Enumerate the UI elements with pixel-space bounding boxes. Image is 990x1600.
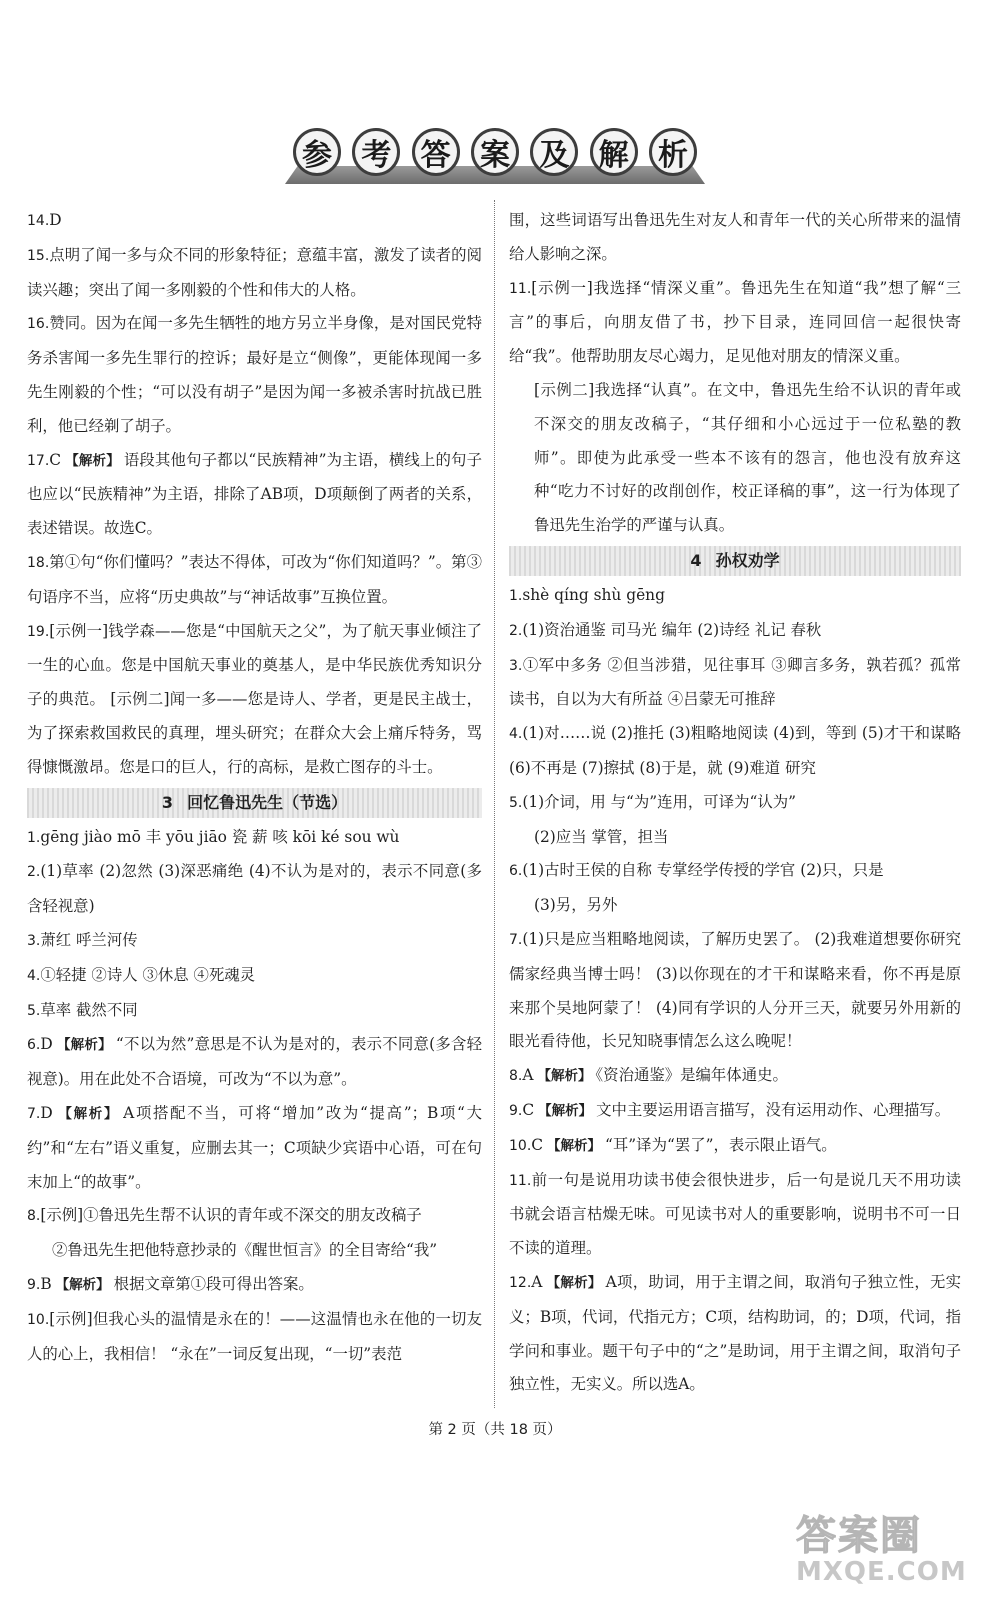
answer-item <box>27 1028 482 1097</box>
item-number: 18. <box>27 554 50 571</box>
item-text: (1)对……说 (2)推托 (3)粗略地阅读 (4)到，等到 (5)才干和谋略 (6)不再是 (7)擦拭 (8)于是，就 (9)难道 研究 <box>509 724 961 777</box>
item-number: 9. <box>509 1102 523 1119</box>
item-text: A <box>531 1272 543 1291</box>
banner-char: 析 <box>649 128 697 176</box>
answer-item <box>509 854 961 889</box>
banner-char: 及 <box>530 128 578 176</box>
analysis-text: 文中主要运用语言描写，没有运用动作、心理描写。 <box>596 1100 951 1119</box>
analysis-text: A项，助词，用于主谓之间，取消句子独立性，无实义；B项，代词，代指元方；C项，结构助词，的；D项，代词，指学问和事业。题干句子中的“之”是助词，用于主谓之间，取消句子独立性，无实义。所以选A。 <box>509 1272 961 1394</box>
analysis-tag: 【解析】 <box>546 1274 602 1291</box>
answer-item <box>509 1164 961 1266</box>
item-text: [示例二]我选择“认真”。在文中，鲁迅先生给不认识的青年或不深交的朋友改稿子，“其仔细和小心远过于一位私塾的教师”。即使为此承受一些本不该有的怨言，他也没有放弃这种“吃力不讨好的改削创作，校正译稿的事”，这一行为体现了鲁迅先生治学的严谨与认真。 <box>534 380 961 535</box>
item-text: C <box>531 1135 544 1154</box>
item-text: C <box>49 450 62 469</box>
analysis-text: “耳”译为“罢了”，表示限止语气。 <box>605 1135 837 1154</box>
item-text: B <box>40 1274 52 1293</box>
answer-item <box>509 821 961 855</box>
answer-banner <box>285 128 705 192</box>
item-text: D <box>49 211 62 229</box>
section-heading <box>27 788 482 818</box>
answer-item <box>509 1129 961 1164</box>
analysis-tag: 【解析】 <box>56 1105 120 1122</box>
item-text: [示例]①鲁迅先生帮不认识的青年或不深交的朋友改稿子 <box>40 1206 422 1225</box>
answer-item <box>27 1303 482 1372</box>
analysis-text: “不以为然”意思是不认为是对的，表示不同意(多含轻视意)。用在此处不合语境，可改为“不以为意”。 <box>27 1035 482 1089</box>
item-number: 4. <box>27 967 41 984</box>
section-title: 回忆鲁迅先生（节选） <box>187 792 348 812</box>
analysis-tag: 【解析】 <box>55 1276 110 1293</box>
item-number: 6. <box>27 1037 41 1054</box>
item-text: 萧红 呼兰河传 <box>40 930 138 949</box>
answer-item <box>27 821 482 856</box>
answer-item <box>509 1266 961 1402</box>
answer-item <box>27 959 482 994</box>
item-number: 1. <box>27 829 41 846</box>
analysis-tag: 【解析】 <box>537 1068 592 1085</box>
item-text: ①军中多务 ②但当涉猎，见往事耳 ③卿言多务，孰若孤？孤常读书，自以为大有所益 ④吕蒙无可推辞 <box>509 655 961 709</box>
answer-item <box>27 546 482 615</box>
item-text: [示例一]我选择“情深义重”。鲁迅先生在知道“我”想了解“三言”的事后，向朋友借了书，抄下目录，连同回信一起很快寄给“我”。他帮助朋友尽心竭力，足见他对朋友的情深义重。 <box>509 278 961 366</box>
item-number: 14. <box>27 213 50 229</box>
item-text: (1)古时王侯的自称 专掌经学传授的学官 (2)只，只是 <box>522 861 884 880</box>
item-text: 前一句是说用功读书使会很快进步，后一句是说几天不用功读书就会语言枯燥无味。可见读书对人的重要影响，说明书不可一日不读的道理。 <box>509 1170 961 1258</box>
item-text: ①轻捷 ②诗人 ③休息 ④死魂灵 <box>40 965 256 984</box>
analysis-tag: 【解析】 <box>56 1037 112 1054</box>
item-text: [示例一]钱学森——您是“中国航天之父”，为了航天事业倾注了一生的心血。您是中国航天事业的奠基人，是中华民族优秀知识分子的典范。 [示例二]闻一多——您是诗人、学者，更是民主战士，为了探索救国救民的真理，埋头研究；在群众大会上痛斥特务，骂得慷慨激昂。您是口的巨人，行的高标，是救亡图存的斗士。 <box>27 621 482 776</box>
answer-item <box>27 855 482 924</box>
banner-char: 解 <box>590 128 638 176</box>
answer-item <box>27 924 482 959</box>
item-number: 17. <box>27 452 50 469</box>
answer-item <box>27 1268 482 1303</box>
item-text: A <box>522 1066 534 1085</box>
item-text: C <box>522 1100 535 1119</box>
column-divider <box>494 200 495 1408</box>
answer-item <box>27 307 482 443</box>
item-text: 草率 截然不同 <box>40 1000 138 1019</box>
item-text: 赞同。因为在闻一多先生牺牲的地方另立半身像，是对国民党特务杀害闻一多先生罪行的控诉；最好是立“侧像”，更能体现闻一多先生刚毅的个性；“可以没有胡子”是因为闻一多被杀害时抗战已胜利，他已经剃了胡子。 <box>27 314 482 435</box>
item-text: (1)介词，用 与“为”连用，可译为“认为” <box>522 792 796 811</box>
item-number: 12. <box>509 1274 532 1291</box>
item-number: 8. <box>27 1208 41 1225</box>
item-text: D <box>40 1035 53 1054</box>
watermark-en: MXQE.COM <box>796 1557 967 1587</box>
answer-item <box>27 444 482 546</box>
item-number: 11. <box>509 1172 532 1189</box>
item-number: 1. <box>509 587 523 604</box>
item-number: 4. <box>509 726 523 743</box>
item-number: 3. <box>27 932 41 949</box>
item-number: 6. <box>509 863 523 880</box>
item-text: shè qíng shù gēng <box>522 585 665 604</box>
item-number: 2. <box>509 622 523 639</box>
item-text: ②鲁迅先生把他特意抄录的《醒世恒言》的全目寄给“我” <box>52 1241 438 1260</box>
answer-item <box>509 1094 961 1129</box>
item-text: gēng jiào mō 丰 yōu jiāo 瓷 薪 咳 kōi ké sou wù <box>40 827 400 846</box>
answer-item <box>509 923 961 1059</box>
item-number: 8. <box>509 1068 523 1085</box>
item-number: 16. <box>27 316 50 333</box>
answer-item <box>509 579 961 614</box>
item-number: 3. <box>509 657 523 674</box>
section-heading <box>509 546 961 576</box>
item-text: (1)草率 (2)忽然 (3)深恶痛绝 (4)不认为是对的，表示不同意(多含轻视意) <box>27 862 482 916</box>
answer-item <box>27 994 482 1029</box>
right-column <box>509 204 961 1402</box>
item-number: 10. <box>509 1137 532 1154</box>
section-title: 孙权劝学 <box>715 551 780 571</box>
item-number: 5. <box>509 794 523 811</box>
banner-chars <box>293 128 697 176</box>
item-text: (3)另，另外 <box>534 896 618 915</box>
item-text: 第①句“你们懂吗？”表达不得体，可改为“你们知道吗？”。第③句语序不当，应将“历史典故”与“神话故事”互换位置。 <box>27 552 482 606</box>
watermark-cn: 答案圈 <box>796 1513 922 1559</box>
item-text: (1)只是应当粗略地阅读，了解历史罢了。 (2)我难道想要你研究儒家经典当博士吗！ (3)以你现在的才干和谋略来看，你不再是原来那个吴地阿蒙了！ (4)同有学识的人分开三天，就要另外用新的眼光看待他，长兄知晓事情怎么这么晚呢！ <box>509 929 961 1051</box>
item-text: (1)资治通鉴 司马光 编年 (2)诗经 礼记 春秋 <box>522 620 822 639</box>
item-text: [示例]但我心头的温情是永在的！——这温情也永在他的一切友人的心上，我相信！ “永在”一词反复出现，“一切”表范 <box>27 1309 482 1363</box>
watermark-logo <box>796 1504 968 1590</box>
answer-item <box>27 1234 482 1268</box>
page-footer: 第 2 页（共 18 页） <box>428 1422 562 1438</box>
item-number: 2. <box>27 864 41 881</box>
analysis-tag: 【解析】 <box>65 452 120 469</box>
item-number: 5. <box>27 1002 41 1019</box>
section-number: 4 <box>690 551 702 571</box>
banner-char: 参 <box>293 128 341 176</box>
section-number: 3 <box>161 792 174 812</box>
answer-item <box>509 614 961 649</box>
item-number: 11. <box>509 280 532 297</box>
answer-item <box>509 1059 961 1094</box>
answer-item <box>509 204 961 272</box>
item-number: 19. <box>27 623 50 640</box>
item-text: (2)应当 掌管，担当 <box>534 827 669 846</box>
banner-char: 案 <box>471 128 519 176</box>
answer-item <box>27 615 482 785</box>
item-number: 10. <box>27 1311 50 1328</box>
answer-item <box>509 649 961 718</box>
item-number: 7. <box>27 1105 41 1122</box>
answer-item <box>27 1097 482 1199</box>
analysis-text: 语段其他句子都以“民族精神”为主语，横线上的句子也应以“民族精神”为主语，排除了AB项，D项颠倒了两者的关系，表述错误。故选C。 <box>27 450 482 538</box>
analysis-text: 《资治通鉴》是编年体通史。 <box>595 1066 788 1085</box>
answer-item <box>27 1199 482 1234</box>
left-column <box>27 204 482 1371</box>
answer-item <box>509 717 961 786</box>
item-text: 围，这些词语写出鲁迅先生对友人和青年一代的关心所带来的温情给人影响之深。 <box>509 211 961 263</box>
answer-item <box>509 889 961 923</box>
item-number: 7. <box>509 931 523 948</box>
analysis-tag: 【解析】 <box>547 1137 602 1154</box>
banner-char: 答 <box>412 128 460 176</box>
answer-item <box>509 272 961 374</box>
banner-char: 考 <box>352 128 400 176</box>
item-number: 15. <box>27 247 50 264</box>
item-number: 9. <box>27 1276 41 1293</box>
analysis-text: 根据文章第①段可得出答案。 <box>113 1274 314 1293</box>
answer-item <box>27 204 482 239</box>
answer-item <box>509 786 961 821</box>
answer-item <box>509 374 961 543</box>
item-text: 点明了闻一多与众不同的形象特征；意蕴丰富，激发了读者的阅读兴趣；突出了闻一多刚毅的个性和伟大的人格。 <box>27 245 482 299</box>
answer-item <box>27 239 482 308</box>
item-text: D <box>40 1103 53 1122</box>
analysis-tag: 【解析】 <box>538 1102 593 1119</box>
analysis-text: A项搭配不当，可将“增加”改为“提高”；B项“大约”和“左右”语义重复，应删去其一；C项缺少宾语中心语，可在句末加上“的故事”。 <box>27 1103 482 1191</box>
